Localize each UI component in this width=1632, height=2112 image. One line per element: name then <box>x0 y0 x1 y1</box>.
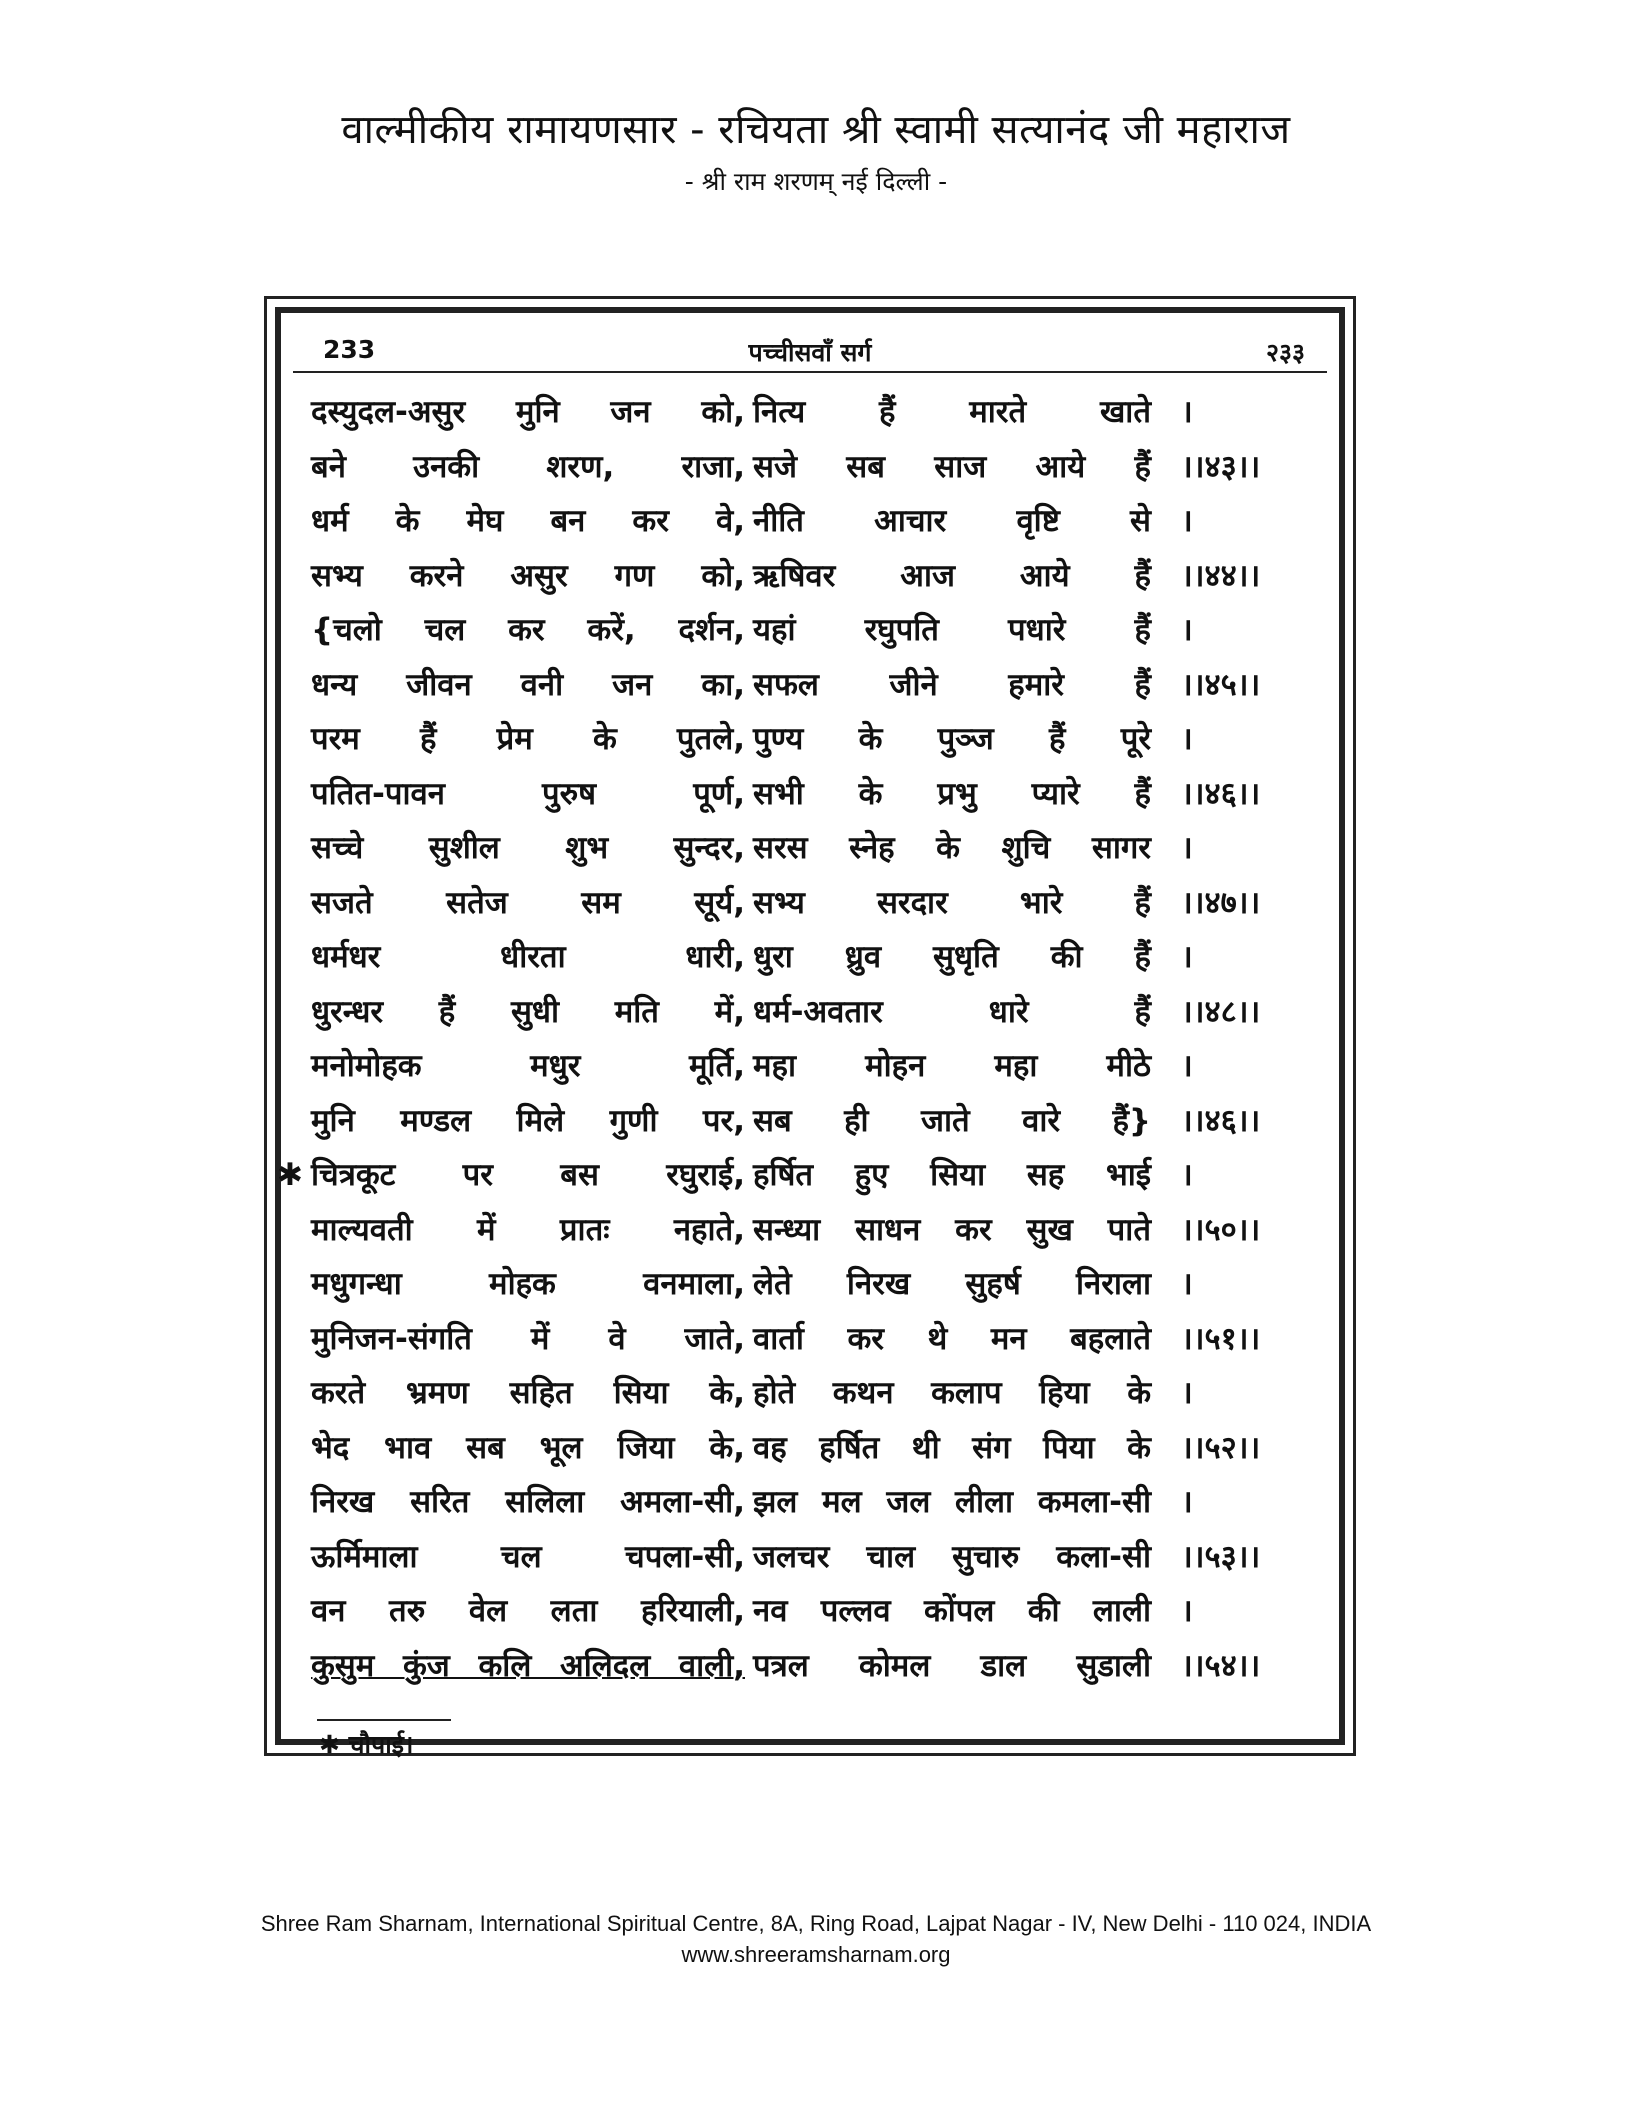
verse-second-half: सजे सब साज आये हैं <box>753 448 1151 485</box>
page-header <box>0 102 1632 202</box>
verse-number: । <box>1181 1593 1193 1629</box>
chapter-title: पच्चीसवाँ सर्ग <box>748 338 872 367</box>
verse-first-half: मनोमोहक मधुर मूर्ति, <box>311 1048 745 1084</box>
verse-second-half: धर्म-अवतार धारे हैं <box>753 993 1151 1030</box>
verse-number: । <box>1181 1048 1193 1084</box>
verse-second-half: सभी के प्रभु प्यारे हैं <box>753 775 1151 812</box>
verse-first-half: मुनिजन-संगति में वे जाते, <box>311 1320 745 1357</box>
verse-line <box>281 712 1339 767</box>
verse-line <box>281 767 1339 822</box>
verse-line <box>281 1421 1339 1476</box>
verse-number: । <box>1181 939 1193 975</box>
footnote-rule <box>317 1719 451 1721</box>
footer-address: Shree Ram Sharnam, International Spiritual Centre, 8A, Ring Road, Lajpat Nagar - IV, New Delhi - 110 024, INDIA <box>260 1911 1372 1936</box>
verse-line <box>281 440 1339 495</box>
verse-number: ।।४५।। <box>1181 666 1261 703</box>
verse-second-half: नित्य हैं मारते खाते <box>753 394 1151 430</box>
verse-number: । <box>1181 612 1193 648</box>
publisher-line: - श्री राम शरणम् नई दिल्ली - <box>684 167 948 196</box>
verse-line <box>281 930 1339 985</box>
verse-number: ।।५४।। <box>1181 1647 1261 1684</box>
verse-number: । <box>1181 1266 1193 1302</box>
verse-first-half: मुनि मण्डल मिले गुणी पर, <box>311 1102 745 1139</box>
verse-line <box>281 985 1339 1040</box>
verse-line <box>281 494 1339 549</box>
verse-second-half: ऋषिवर आज आये हैं <box>753 557 1151 594</box>
page-footer <box>0 1908 1632 1970</box>
verse-second-half: सफल जीने हमारे हैं <box>753 666 1151 703</box>
verse-second-half: झल मल जल लीला कमला-सी <box>753 1484 1151 1520</box>
verse-line <box>281 821 1339 876</box>
verse-number: । <box>1181 1157 1193 1193</box>
verse-first-half: धर्मधर धीरता धारी, <box>311 939 745 975</box>
verse-line <box>281 603 1339 658</box>
footer-website: www.shreeramsharnam.org <box>681 1942 951 1967</box>
verse-first-half: पतित-पावन पुरुष पूर्ण, <box>311 775 745 812</box>
verse-first-half: सजते सतेज सम सूर्य, <box>311 884 745 921</box>
verse-number: ।।५०।। <box>1181 1211 1261 1248</box>
verse-number: ।।५२।। <box>1181 1429 1261 1466</box>
verse-second-half: जलचर चाल सुचारु कला-सी <box>753 1538 1151 1575</box>
verse-first-half: दस्युदल-असुर मुनि जन को, <box>311 394 745 430</box>
verse-number: । <box>1181 503 1193 539</box>
verse-line <box>277 1148 1339 1203</box>
verse-first-half: ऊर्मिमाला चल चपला-सी, <box>311 1538 745 1575</box>
verse-second-half: नीति आचार वृष्टि से <box>753 503 1151 539</box>
verse-second-half: पुण्य के पुञ्ज हैं पूरे <box>753 721 1151 757</box>
verse-number: ।।५३।। <box>1181 1538 1261 1575</box>
verse-block <box>277 385 1339 1693</box>
page-number-arabic: 233 <box>323 335 376 364</box>
verse-line <box>281 1257 1339 1312</box>
footnote: ✱ चौपाई। <box>319 1730 414 1759</box>
verse-number: ।।४६।। <box>1181 775 1261 812</box>
verse-line <box>281 1312 1339 1367</box>
asterisk-icon: ✱ <box>277 1157 303 1193</box>
verse-first-half: {चलो चल कर करें, दर्शन, <box>311 612 745 648</box>
text-frame <box>264 296 1356 1759</box>
verse-first-half: सच्चे सुशील शुभ सुन्दर, <box>311 830 745 866</box>
verse-second-half: सरस स्नेह के शुचि सागर <box>753 830 1151 866</box>
verse-line <box>281 1584 1339 1639</box>
verse-first-half: सभ्य करने असुर गण को, <box>311 557 745 594</box>
verse-line <box>281 1039 1339 1094</box>
verse-first-half: मधुगन्धा मोहक वनमाला, <box>311 1266 745 1302</box>
running-head <box>305 329 1315 369</box>
verse-first-half: धुरन्धर हैं सुधी मति में, <box>311 993 745 1030</box>
verse-second-half: महा मोहन महा मीठे <box>753 1048 1151 1084</box>
verse-line <box>281 1639 1339 1694</box>
verse-second-half: हर्षित हुए सिया सह भाई <box>753 1157 1151 1193</box>
verse-first-half: भेद भाव सब भूल जिया के, <box>311 1429 745 1466</box>
verse-first-half: वन तरु वेल लता हरियाली, <box>311 1593 745 1629</box>
verse-line <box>281 1530 1339 1585</box>
verse-first-half: धर्म के मेघ बन कर वे, <box>311 503 745 539</box>
verse-second-half: यहां रघुपति पधारे हैं <box>753 612 1151 648</box>
verse-first-half: बने उनकी शरण, राजा, <box>311 448 745 485</box>
verse-first-half: कुसुम कुंज कलि अलिदल वाली, <box>311 1647 745 1684</box>
verse-second-half: होते कथन कलाप हिया के <box>753 1375 1151 1411</box>
verse-number: । <box>1181 1375 1193 1411</box>
verse-number: । <box>1181 721 1193 757</box>
verse-first-half: निरख सरित सलिला अमला-सी, <box>311 1484 745 1520</box>
verse-first-half: माल्यवती में प्रातः नहाते, <box>311 1211 745 1248</box>
verse-first-half: करते भ्रमण सहित सिया के, <box>311 1375 745 1411</box>
book-title: वाल्मीकीय रामायणसार - रचियता श्री स्वामी सत्यानंद जी महाराज <box>341 107 1291 153</box>
verse-number: ।।४३।। <box>1181 448 1261 485</box>
verse-number: ।।४६।। <box>1181 1102 1261 1139</box>
verse-second-half: लेते निरख सुहर्ष निराला <box>753 1266 1151 1302</box>
verse-second-half: वार्ता कर थे मन बहलाते <box>753 1320 1151 1357</box>
text-frame-inner <box>275 307 1345 1759</box>
verse-line <box>281 549 1339 604</box>
header-rule <box>293 371 1327 373</box>
verse-line <box>281 1094 1339 1149</box>
verse-first-half: परम हैं प्रेम के पुतले, <box>311 721 745 757</box>
verse-line <box>281 876 1339 931</box>
verse-number: । <box>1181 1484 1193 1520</box>
verse-line <box>281 1203 1339 1258</box>
verse-number: । <box>1181 830 1193 866</box>
verse-number: । <box>1181 394 1193 430</box>
verse-number: ।।५१।। <box>1181 1320 1261 1357</box>
verse-line <box>281 385 1339 440</box>
verse-line <box>281 1475 1339 1530</box>
verse-line <box>281 1366 1339 1421</box>
verse-second-half: धुरा ध्रुव सुधृति की हैं <box>753 939 1151 975</box>
verse-second-half: वह हर्षित थी संग पिया के <box>753 1429 1151 1466</box>
verse-second-half: सब ही जाते वारे हैं} <box>753 1102 1151 1139</box>
verse-first-half: धन्य जीवन वनी जन का, <box>311 666 745 703</box>
verse-number: ।।४४।। <box>1181 557 1261 594</box>
verse-number: ।।४७।। <box>1181 884 1261 921</box>
verse-second-half: नव पल्लव कोंपल की लाली <box>753 1593 1151 1629</box>
verse-first-half: चित्रकूट पर बस रघुराई, <box>311 1157 745 1193</box>
page-number-devanagari: २३३ <box>1265 338 1305 367</box>
verse-second-half: पत्रल कोमल डाल सुडाली <box>753 1647 1151 1684</box>
verse-second-half: सन्ध्या साधन कर सुख पाते <box>753 1211 1151 1248</box>
verse-number: ।।४८।। <box>1181 993 1261 1030</box>
verse-line <box>281 658 1339 713</box>
verse-second-half: सभ्य सरदार भारे हैं <box>753 884 1151 921</box>
